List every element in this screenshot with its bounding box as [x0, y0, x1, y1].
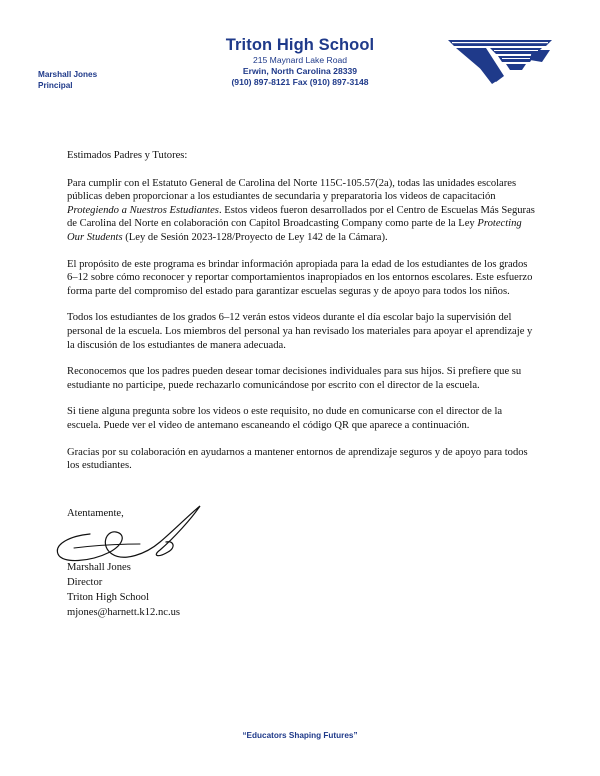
- signer-email: mjones@harnett.k12.nc.us: [67, 607, 181, 618]
- principal-block: [38, 69, 97, 91]
- school-name: Triton High School: [225, 36, 375, 54]
- school-address-city: Erwin, North Carolina 28339: [242, 66, 358, 76]
- principal-name: Marshall Jones: [38, 70, 98, 79]
- letter-paragraph-3: Todos los estudiantes de los grados 6–12 verán estos videos durante el día escolar bajo la supervisión del personal de la escuela. Los miembros del personal ya han revisado los materiales para apoyar el aprendizaje y la discusión de los estudiantes de manera adecuada.: [67, 312, 533, 351]
- school-address-street: 215 Maynard Lake Road: [252, 55, 348, 65]
- p1-video-title: Protegiendo a Nuestros Estudiantes: [67, 204, 219, 216]
- letter-greeting: Estimados Padres y Tutores:: [67, 150, 188, 161]
- principal-title: Principal: [38, 81, 73, 90]
- letter-paragraph-2: El propósito de este programa es brindar información apropiada para la edad de los estudiantes de los grados 6–12 sobre cómo reconocer y reportar comportamientos inapropiados en los entornos escolares. Este esfuerzo forma parte del compromiso del estado para garantizar escuelas seguras y de apoyo para todos los niños.: [67, 258, 533, 297]
- letter-paragraph-4: Reconocemos que los padres pueden desear tomar decisiones individuales para sus hijos. Si prefiere que su estudiante no participe, puede rechazarlo comunicándose por escrito con el director de la escuela.: [67, 366, 522, 391]
- school-phone-fax: (910) 897-8121 Fax (910) 897-3148: [231, 77, 369, 87]
- letter-body: [67, 149, 535, 486]
- letter-closing: Atentamente,: [67, 508, 124, 519]
- p1-law-name: Protecting Our Students: [67, 218, 522, 243]
- school-letterhead: [214, 36, 386, 88]
- p1-text-e: (Ley de Sesión 2023-128/Proyecto de Ley 142 de la Cámara).: [122, 231, 388, 243]
- signer-name: Marshall Jones: [67, 562, 131, 573]
- letter-paragraph-6: Gracias por su colaboración en ayudarnos a mantener entornos de aprendizaje seguros y de apoyo para todos los estudiantes.: [67, 446, 528, 472]
- footer-motto: “Educators Shaping Futures”: [242, 731, 358, 740]
- signer-title: Director: [67, 577, 103, 588]
- signer-school: Triton High School: [67, 592, 150, 603]
- letter-paragraph-5: Si tiene alguna pregunta sobre los videos o este requisito, no dude en comunicarse con el director de la escuela. Puede ver el video de antemano escaneando el código QR que aparece a continuación.: [67, 406, 503, 431]
- p1-text-a: Para cumplir con el Estatuto General de Carolina del Norte 115C-105.57(2a), todas las unidades escolares públicas deben proporcionar a los estudiantes de secundaria y preparatoria los videos de capacitación: [67, 177, 517, 203]
- letter-paragraph-1: [67, 177, 535, 245]
- triton-logo-icon: [446, 36, 554, 86]
- signer-block: [67, 560, 180, 620]
- p1-text-c: . Estos videos fueron desarrollados por el Centro de Escuelas Más Seguras de Carolina del Norte en colaboración con Capitol Broadcasting Company como parte de la Ley: [67, 204, 535, 230]
